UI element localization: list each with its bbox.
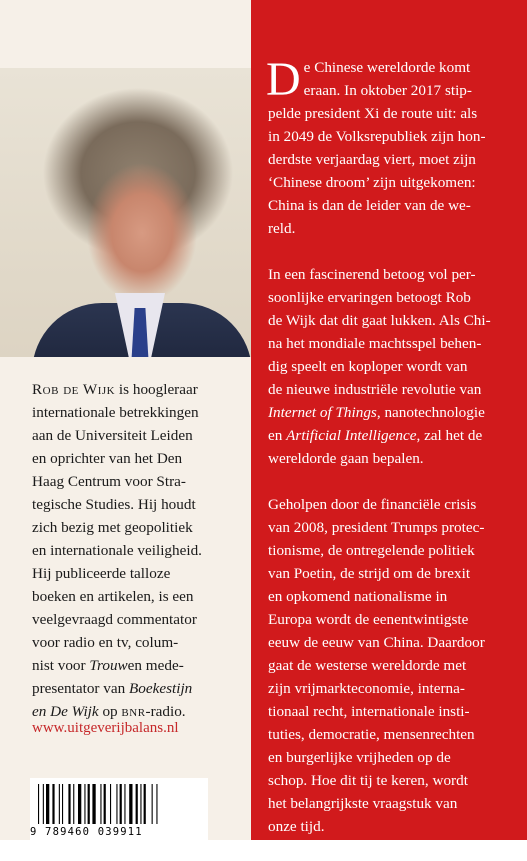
bio-line: tegische Studies. Hij houdt xyxy=(32,496,196,513)
isbn-number: 9 789460 039911 xyxy=(30,826,143,838)
blurb-text xyxy=(266,53,520,861)
bio-line: zich bezig met geopolitiek xyxy=(32,519,193,536)
blurb-line: de nieuwe industriële revolutie van xyxy=(268,381,482,398)
blurb-line: tionisme, de ontregelende politiek xyxy=(268,542,475,559)
blurb-line: pelde president Xi de route uit: als xyxy=(268,105,478,122)
blurb-line: tuties, democratie, mensenrechten xyxy=(268,726,475,743)
blurb-line: derdste verjaardag viert, moet zijn xyxy=(268,151,476,168)
blurb-line: en opkomend nationalisme in xyxy=(268,588,448,605)
bio-line: Haag Centrum voor Stra- xyxy=(32,473,186,490)
blurb-line: In een fascinerend betoog vol per- xyxy=(268,266,476,283)
author-name: Rob de Wijk xyxy=(32,381,116,398)
blurb-paragraph-2 xyxy=(268,263,520,470)
blurb-line: schop. Hoe dit tij te keren, wordt xyxy=(268,772,468,789)
blurb-line: eraan. In oktober 2017 stip- xyxy=(303,82,472,99)
blurb-line: eeuw de eeuw van China. Daardoor xyxy=(268,634,485,651)
publisher-url: www.uitgeverijbalans.nl xyxy=(32,720,179,736)
barcode xyxy=(36,784,198,824)
bio-line: internationale betrekkingen xyxy=(32,404,199,421)
blurb-line: de Wijk dat dit gaat lukken. Als Chi- xyxy=(268,312,491,329)
blurb-line: dig speelt en koploper wordt van xyxy=(268,358,468,375)
blurb-line: tionaal recht, internationale insti- xyxy=(268,703,470,720)
blurb-line: in 2049 de Volksrepubliek zijn hon- xyxy=(268,128,486,145)
bio-line: boeken en artikelen, is een xyxy=(32,588,194,605)
bio-line: en internationale veiligheid. xyxy=(32,542,202,559)
blurb-line: Internet of Things, nanotechnologie xyxy=(268,404,485,421)
author-photo xyxy=(0,68,251,357)
blurb-line: onze tijd. xyxy=(268,818,325,835)
blurb-line: het belangrijkste vraagstuk van xyxy=(268,795,458,812)
blurb-line: Europa wordt de eenentwintigste xyxy=(268,611,469,628)
author-bio xyxy=(32,378,244,723)
blurb-line: e Chinese wereldorde komt xyxy=(303,59,471,76)
blurb-paragraph-3 xyxy=(268,493,520,838)
bio-line: presentator van Boekestijn xyxy=(32,680,193,697)
bio-line: veelgevraagd commentator xyxy=(32,611,197,628)
blurb-line: van Poetin, de strijd om de brexit xyxy=(268,565,471,582)
bio-line: en De Wijk op bnr-radio. xyxy=(32,703,186,720)
bio-line: en oprichter van het Den xyxy=(32,450,183,467)
blurb-line: China is dan de leider van de we- xyxy=(268,197,471,214)
bio-line: voor radio en tv, colum- xyxy=(32,634,179,651)
bio-line: nist voor Trouwen mede- xyxy=(32,657,184,674)
bio-line: Rob de Wijk is hoogleraar xyxy=(32,381,198,398)
blurb-line: ‘Chinese droom’ zijn uitgekomen: xyxy=(268,174,476,191)
blurb-line: wereldorde gaan bepalen. xyxy=(268,450,424,467)
blurb-line: reld. xyxy=(268,220,296,237)
blurb-paragraph-1 xyxy=(266,53,520,240)
blurb-line: soonlijke ervaringen betoogt Rob xyxy=(268,289,471,306)
blurb-line: van 2008, president Trumps protec- xyxy=(268,519,485,536)
bio-line: aan de Universiteit Leiden xyxy=(32,427,193,444)
blurb-line: na het mondiale machtsspel behen- xyxy=(268,335,482,352)
blurb-line: gaat de westerse wereldorde met xyxy=(268,657,467,674)
blurb-line: Geholpen door de financiële crisis xyxy=(268,496,477,513)
blurb-line: zijn vrijmarkteconomie, interna- xyxy=(268,680,465,697)
drop-cap: D xyxy=(266,53,301,106)
bio-line: Hij publiceerde talloze xyxy=(32,565,171,582)
blurb-line: en Artificial Intelligence, zal het de xyxy=(268,427,483,444)
blurb-line: en burgerlijke vrijheden op de xyxy=(268,749,451,766)
